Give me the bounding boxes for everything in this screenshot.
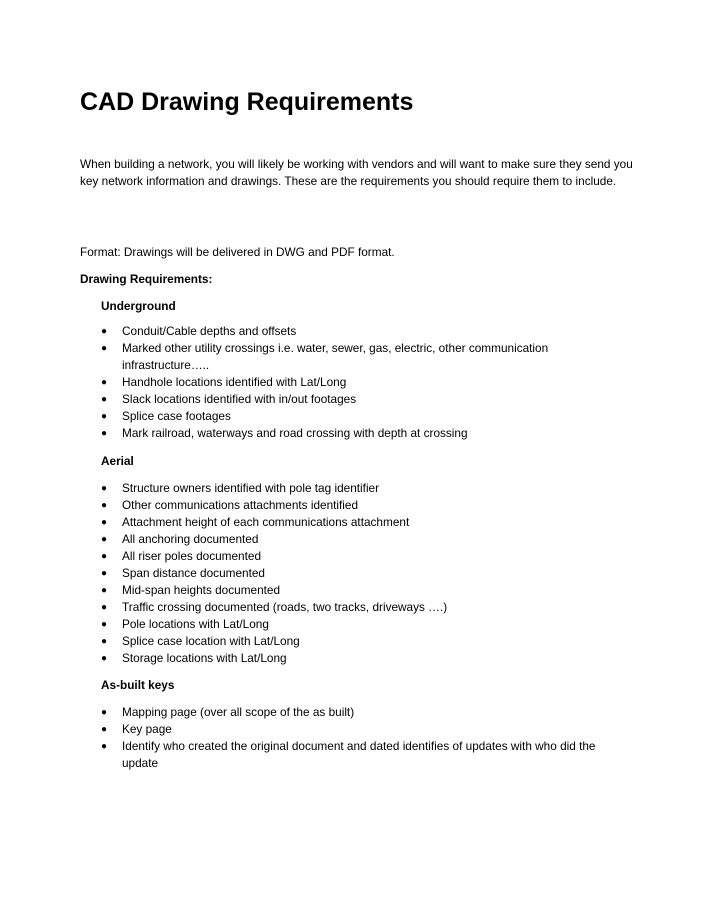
format-line: Format: Drawings will be delivered in DWG and PDF format.	[80, 245, 395, 259]
list-item: ● Handhole locations identified with Lat/Long	[101, 375, 347, 389]
list-item: ● Mid-span heights documented	[101, 583, 281, 597]
list-item: ● Marked other utility crossings i.e. water, sewer, gas, electric, other communication infrastructure…..	[101, 341, 549, 372]
bullet-icon: ●	[101, 394, 108, 405]
bullet-icon: ●	[101, 636, 108, 647]
bullet-icon: ●	[101, 534, 108, 545]
list-item: ● All riser poles documented	[101, 549, 262, 563]
bullet-icon: ●	[101, 741, 108, 752]
list-item: ● Splice case footages	[101, 409, 231, 423]
list-item: ● Attachment height of each communications attachment	[101, 515, 410, 529]
bullet-icon: ●	[101, 517, 108, 528]
bullet-icon: ●	[101, 343, 108, 354]
list-item: ● Conduit/Cable depths and offsets	[101, 324, 297, 338]
bullet-icon: ●	[101, 585, 108, 596]
underground-heading: Underground	[101, 299, 176, 313]
list-item: ● Key page	[101, 722, 172, 736]
bullet-icon: ●	[101, 483, 108, 494]
bullet-icon: ●	[101, 653, 108, 664]
list-item: ● Span distance documented	[101, 566, 265, 580]
bullet-icon: ●	[101, 568, 108, 579]
as-built-keys-heading: As-built keys	[101, 678, 175, 692]
list-item: ● Pole locations with Lat/Long	[101, 617, 269, 631]
list-item: ● Storage locations with Lat/Long	[101, 651, 287, 665]
bullet-icon: ●	[101, 326, 108, 337]
aerial-heading: Aerial	[101, 454, 134, 468]
bullet-icon: ●	[101, 377, 108, 388]
list-item: ● Mark railroad, waterways and road crossing with depth at crossing	[101, 426, 468, 440]
list-item: ● Structure owners identified with pole tag identifier	[101, 481, 380, 495]
list-item: ● Slack locations identified with in/out footages	[101, 392, 357, 406]
aerial-list	[101, 480, 621, 667]
bullet-icon: ●	[101, 411, 108, 422]
bullet-icon: ●	[101, 619, 108, 630]
bullet-icon: ●	[101, 551, 108, 562]
drawing-requirements-heading: Drawing Requirements:	[80, 272, 213, 286]
bullet-icon: ●	[101, 707, 108, 718]
list-item: ● Identify who created the original document and dated identifies of updates with who did the update	[101, 739, 596, 770]
as-built-keys-list	[101, 704, 621, 772]
list-item: ● All anchoring documented	[101, 532, 259, 546]
bullet-icon: ●	[101, 500, 108, 511]
intro-paragraph: When building a network, you will likely be working with vendors and will want to make sure they send you key network information and drawings. These are the requirements you should require them to include.	[80, 157, 633, 188]
page-title: CAD Drawing Requirements	[80, 88, 414, 116]
bullet-icon: ●	[101, 602, 108, 613]
list-item: ● Splice case location with Lat/Long	[101, 634, 300, 648]
list-item: ● Other communications attachments identified	[101, 498, 359, 512]
bullet-icon: ●	[101, 724, 108, 735]
bullet-icon: ●	[101, 428, 108, 439]
list-item: ● Traffic crossing documented (roads, two tracks, driveways ….)	[101, 600, 448, 614]
underground-list	[101, 323, 621, 442]
list-item: ● Mapping page (over all scope of the as built)	[101, 705, 355, 719]
